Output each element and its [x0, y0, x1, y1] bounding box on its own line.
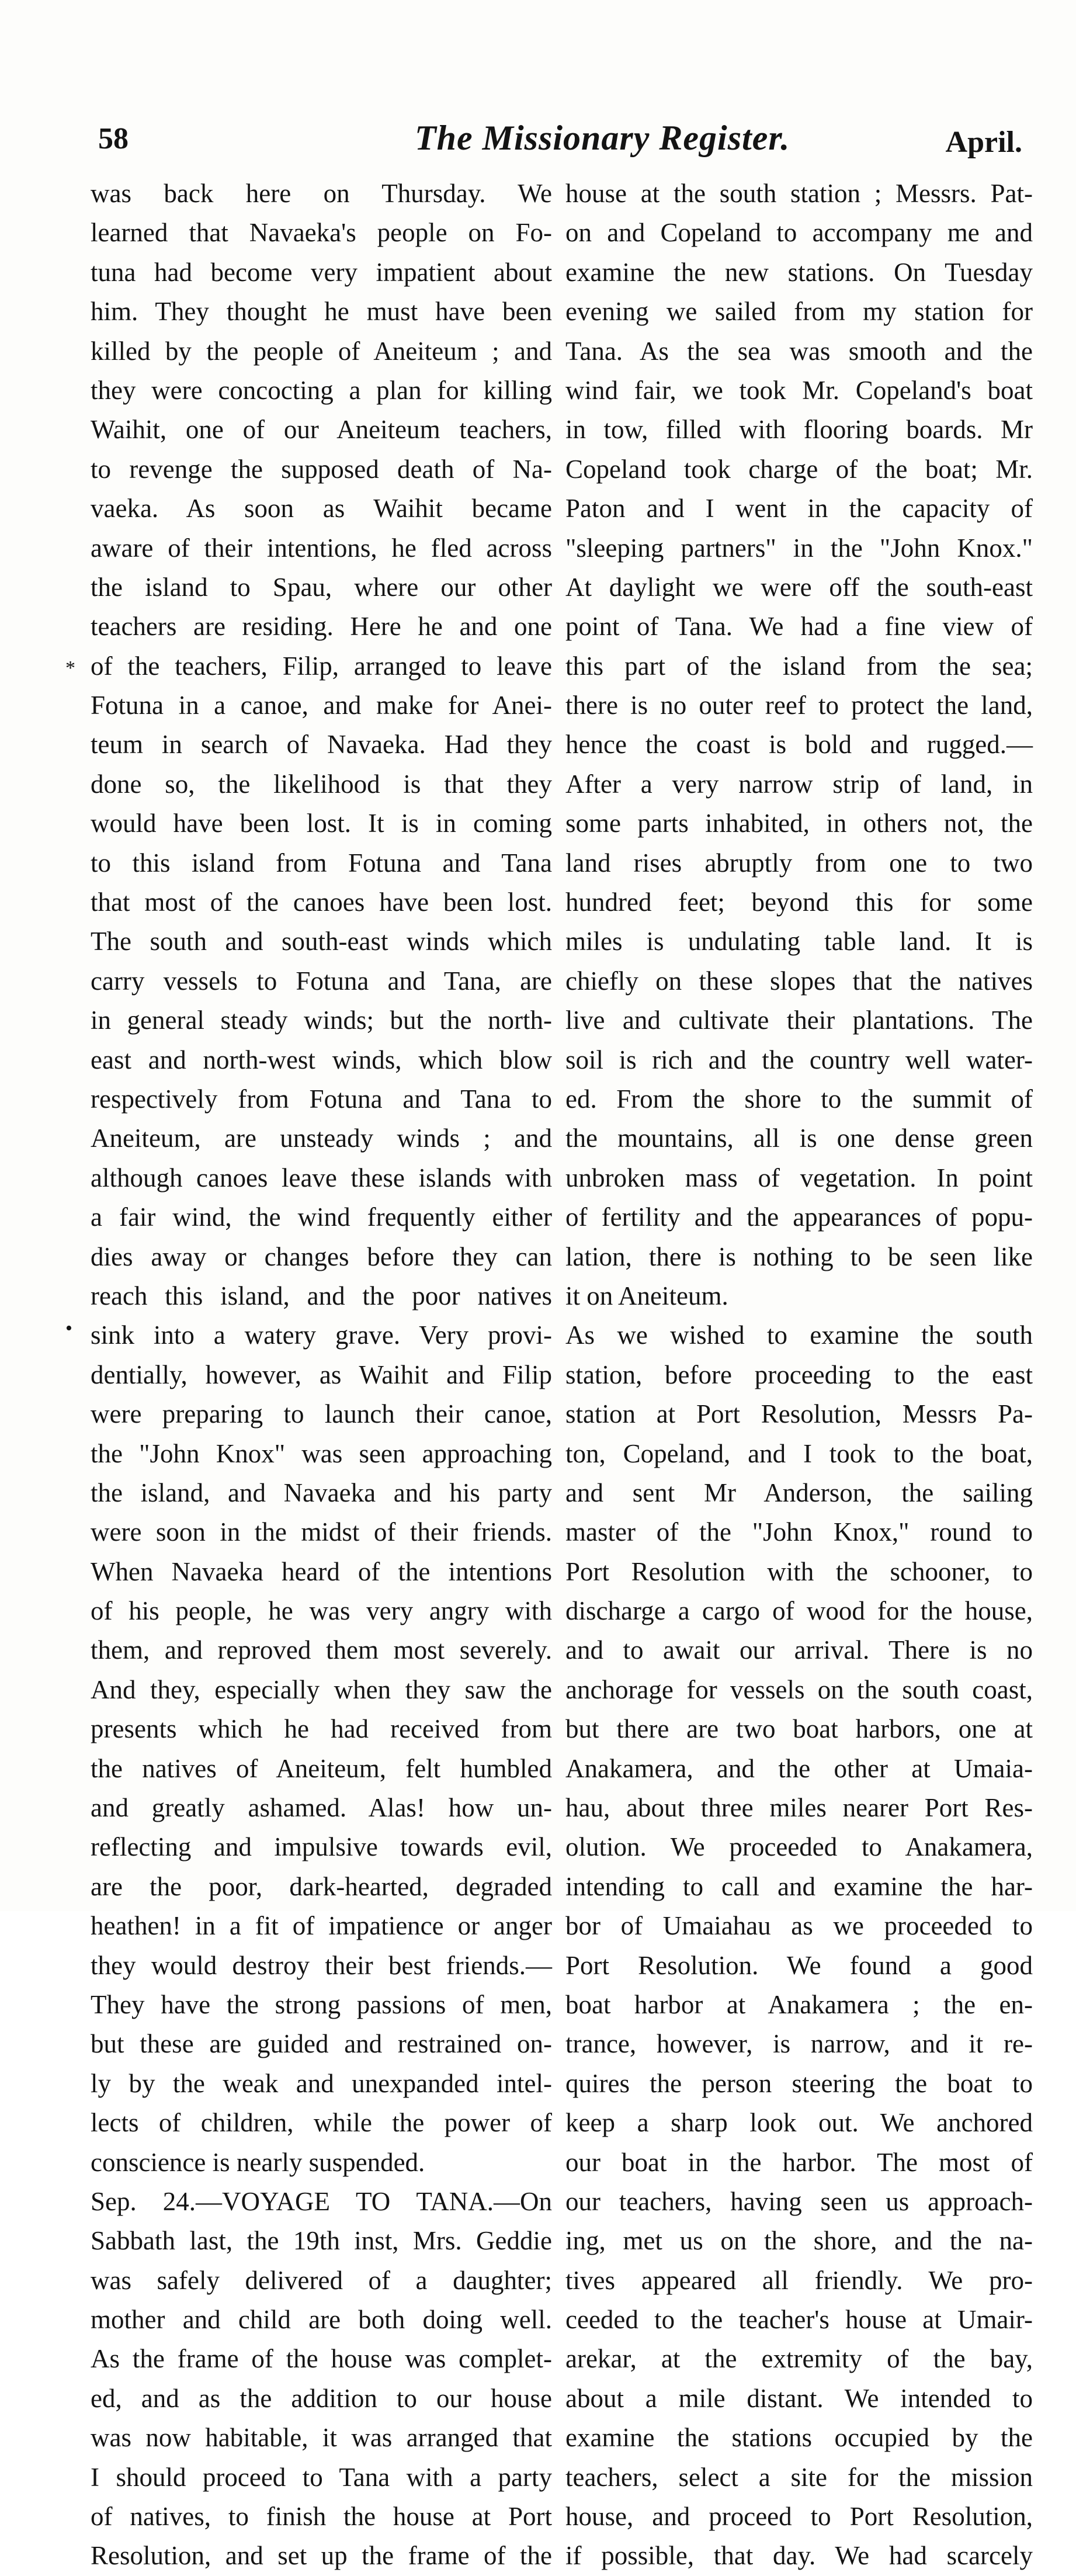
text-line: and greatly ashamed. Alas! how un- [91, 1793, 552, 1823]
text-line: aware of their intentions, he fled across [91, 533, 552, 563]
text-line: After a very narrow strip of land, in [565, 769, 1033, 799]
text-line: Sabbath last, the 19th inst, Mrs. Geddie [91, 2226, 552, 2256]
text-line: ed. From the shore to the summit of [565, 1084, 1033, 1114]
text-line: if possible, that day. We had scarcely [565, 2541, 1033, 2571]
text-line: was safely delivered of a daughter; [91, 2265, 552, 2295]
text-line: Anakamera, and the other at Umaia- [565, 1753, 1033, 1783]
text-line: but these are guided and restrained on- [91, 2029, 552, 2059]
text-line: Paton and I went in the capacity of [565, 494, 1033, 523]
text-line: the island to Spau, where our other [91, 572, 552, 602]
text-line: reach this island, and the poor natives [91, 1281, 552, 1310]
text-line: vaeka. As soon as Waihit became [91, 494, 552, 523]
text-line: a fair wind, the wind frequently either [91, 1202, 552, 1232]
text-line: Fotuna in a canoe, and make for Anei- [91, 691, 552, 720]
page-header [88, 117, 1022, 169]
text-line: was back here on Thursday. We [91, 179, 552, 208]
text-line: were preparing to launch their canoe, [91, 1399, 552, 1429]
text-line: Tana. As the sea was smooth and the [565, 336, 1033, 366]
text-line: our teachers, having seen us approach- [565, 2186, 1033, 2216]
text-line: to this island from Fotuna and Tana [91, 848, 552, 878]
text-line: Port Resolution. We found a good [565, 1950, 1033, 1980]
text-line: The south and south-east winds which [91, 927, 552, 956]
text-line: hence the coast is bold and rugged.— [565, 730, 1033, 760]
text-line: they were concocting a plan for killing [91, 375, 552, 405]
text-line: to revenge the supposed death of Na- [91, 454, 552, 484]
text-line: on and Copeland to accompany me and [565, 218, 1033, 248]
text-line: it on Aneiteum. [565, 1281, 728, 1310]
text-line: but there are two boat harbors, one at [565, 1714, 1033, 1744]
text-line: was now habitable, it was arranged that [91, 2423, 552, 2453]
text-line: him. They thought he must have been [91, 297, 552, 327]
text-line: of natives, to finish the house at Port [91, 2502, 552, 2532]
text-line: although canoes leave these islands with [91, 1163, 552, 1192]
text-line: olution. We proceeded to Anakamera, [565, 1832, 1033, 1862]
text-line: station, before proceeding to the east [565, 1360, 1033, 1389]
text-line: intending to call and examine the har- [565, 1871, 1033, 1901]
text-line: unbroken mass of vegetation. In point [565, 1163, 1033, 1192]
text-line: sink into a watery grave. Very provi- [91, 1320, 552, 1350]
text-line: hundred feet; beyond this for some [565, 887, 1033, 917]
text-line: miles is undulating table land. It is [565, 927, 1033, 956]
margin-mark: * [65, 657, 75, 679]
text-line: As we wished to examine the south [565, 1320, 1033, 1350]
text-line: discharge a cargo of wood for the house, [565, 1596, 1033, 1626]
text-line: and to await our arrival. There is no [565, 1635, 1033, 1665]
text-line: They have the strong passions of men, [91, 1989, 552, 2019]
text-line: there is no outer reef to protect the land, [565, 691, 1033, 720]
text-line: soil is rich and the country well water- [565, 1045, 1033, 1074]
text-line: evening we sailed from my station for [565, 297, 1033, 327]
margin-mark: • [65, 1318, 72, 1339]
text-line: dentially, however, as Waihit and Filip [91, 1360, 552, 1389]
text-line: Aneiteum, are unsteady winds ; and [91, 1124, 552, 1153]
text-line: the island, and Navaeka and his party [91, 1478, 552, 1507]
text-line: "sleeping partners" in the "John Knox." [565, 533, 1033, 563]
text-line: ed, and as the addition to our house [91, 2383, 552, 2413]
text-line: the mountains, all is one dense green [565, 1124, 1033, 1153]
text-line: When Navaeka heard of the intentions [91, 1556, 552, 1586]
text-line: respectively from Fotuna and Tana to [91, 1084, 552, 1114]
text-line: Sep. 24.—VOYAGE TO TANA.—On [91, 2186, 552, 2216]
text-line: of his people, he was very angry with [91, 1596, 552, 1626]
text-line: are the poor, dark-hearted, degraded [91, 1871, 552, 1901]
text-line: examine the stations occupied by the [565, 2423, 1033, 2453]
text-line: chiefly on these slopes that the natives [565, 966, 1033, 996]
text-line: ly by the weak and unexpanded intel- [91, 2068, 552, 2098]
text-line: trance, however, is narrow, and it re- [565, 2029, 1033, 2059]
right-column [565, 174, 1033, 2576]
text-line: presents which he had received from [91, 1714, 552, 1744]
text-line: the natives of Aneiteum, felt humbled [91, 1753, 552, 1783]
text-line: I should proceed to Tana with a party [91, 2462, 552, 2492]
text-line: At daylight we were off the south-east [565, 572, 1033, 602]
text-line: about a mile distant. We intended to [565, 2383, 1033, 2413]
text-line: quires the person steering the boat to [565, 2068, 1033, 2098]
text-line: ing, met us on the shore, and the na- [565, 2226, 1033, 2256]
text-line: the "John Knox" was seen approaching [91, 1438, 552, 1468]
text-line: bor of Umaiahau as we proceeded to [565, 1911, 1033, 1941]
text-line: keep a sharp look out. We anchored [565, 2108, 1033, 2138]
text-line: arekar, at the extremity of the bay, [565, 2344, 1033, 2374]
text-line: in general steady winds; but the north- [91, 1006, 552, 1035]
text-line: teum in search of Navaeka. Had they [91, 730, 552, 760]
text-line: master of the "John Knox," round to [565, 1517, 1033, 1547]
text-line: east and north-west winds, which blow [91, 1045, 552, 1074]
text-line: house, and proceed to Port Resolution, [565, 2502, 1033, 2532]
text-line: reflecting and impulsive towards evil, [91, 1832, 552, 1862]
text-line: tives appeared all friendly. We pro- [565, 2265, 1033, 2295]
text-line: house at the south station ; Messrs. Pat- [565, 179, 1033, 208]
text-line: in tow, filled with flooring boards. Mr [565, 415, 1033, 445]
text-line: boat harbor at Anakamera ; the en- [565, 1989, 1033, 2019]
text-line: And they, especially when they saw the [91, 1674, 552, 1704]
text-line: carry vessels to Fotuna and Tana, are [91, 966, 552, 996]
text-line: station at Port Resolution, Messrs Pa- [565, 1399, 1033, 1429]
running-title: The Missionary Register. [415, 119, 790, 157]
text-line: Resolution, and set up the frame of the [91, 2541, 552, 2571]
text-line: them, and reproved them most severely. [91, 1635, 552, 1665]
text-line: live and cultivate their plantations. The [565, 1006, 1033, 1035]
text-line: they would destroy their best friends.— [91, 1950, 552, 1980]
text-line: Waihit, one of our Aneiteum teachers, [91, 415, 552, 445]
text-line: this part of the island from the sea; [565, 651, 1033, 681]
text-line: land rises abruptly from one to two [565, 848, 1033, 878]
text-line: examine the new stations. On Tuesday [565, 257, 1033, 287]
text-line: As the frame of the house was complet- [91, 2344, 552, 2374]
text-line: teachers, select a site for the mission [565, 2462, 1033, 2492]
text-line: point of Tana. We had a fine view of [565, 612, 1033, 642]
text-line: were soon in the midst of their friends. [91, 1517, 552, 1547]
text-line: heathen! in a fit of impatience or anger [91, 1911, 552, 1941]
text-line: killed by the people of Aneiteum ; and [91, 336, 552, 366]
text-line: learned that Navaeka's people on Fo- [91, 218, 552, 248]
text-line: ceeded to the teacher's house at Umair- [565, 2305, 1033, 2335]
text-line: would have been lost. It is in coming [91, 809, 552, 838]
text-line: anchorage for vessels on the south coast, [565, 1674, 1033, 1704]
page-number: 58 [98, 122, 129, 155]
text-line: teachers are residing. Here he and one [91, 612, 552, 642]
text-line: that most of the canoes have been lost. [91, 887, 552, 917]
text-line: lation, there is nothing to be seen like [565, 1242, 1033, 1271]
text-line: of the teachers, Filip, arranged to leave [91, 651, 552, 681]
text-line: wind fair, we took Mr. Copeland's boat [565, 375, 1033, 405]
column-divider [556, 181, 557, 1870]
text-line: our boat in the harbor. The most of [565, 2147, 1033, 2177]
text-line: done so, the likelihood is that they [91, 769, 552, 799]
text-line: tuna had become very impatient about [91, 257, 552, 287]
text-line: lects of children, while the power of [91, 2108, 552, 2138]
text-line: some parts inhabited, in others not, the [565, 809, 1033, 838]
text-line: of fertility and the appearances of popu- [565, 1202, 1033, 1232]
left-column [91, 174, 552, 2576]
text-line: hau, about three miles nearer Port Res- [565, 1793, 1033, 1823]
month-label: April. [945, 126, 1022, 159]
text-line: Copeland took charge of the boat; Mr. [565, 454, 1033, 484]
text-line: conscience is nearly suspended. [91, 2147, 425, 2177]
text-line: Port Resolution with the schooner, to [565, 1556, 1033, 1586]
text-line: ton, Copeland, and I took to the boat, [565, 1438, 1033, 1468]
text-line: dies away or changes before they can [91, 1242, 552, 1271]
text-line: mother and child are both doing well. [91, 2305, 552, 2335]
text-line: and sent Mr Anderson, the sailing [565, 1478, 1033, 1507]
